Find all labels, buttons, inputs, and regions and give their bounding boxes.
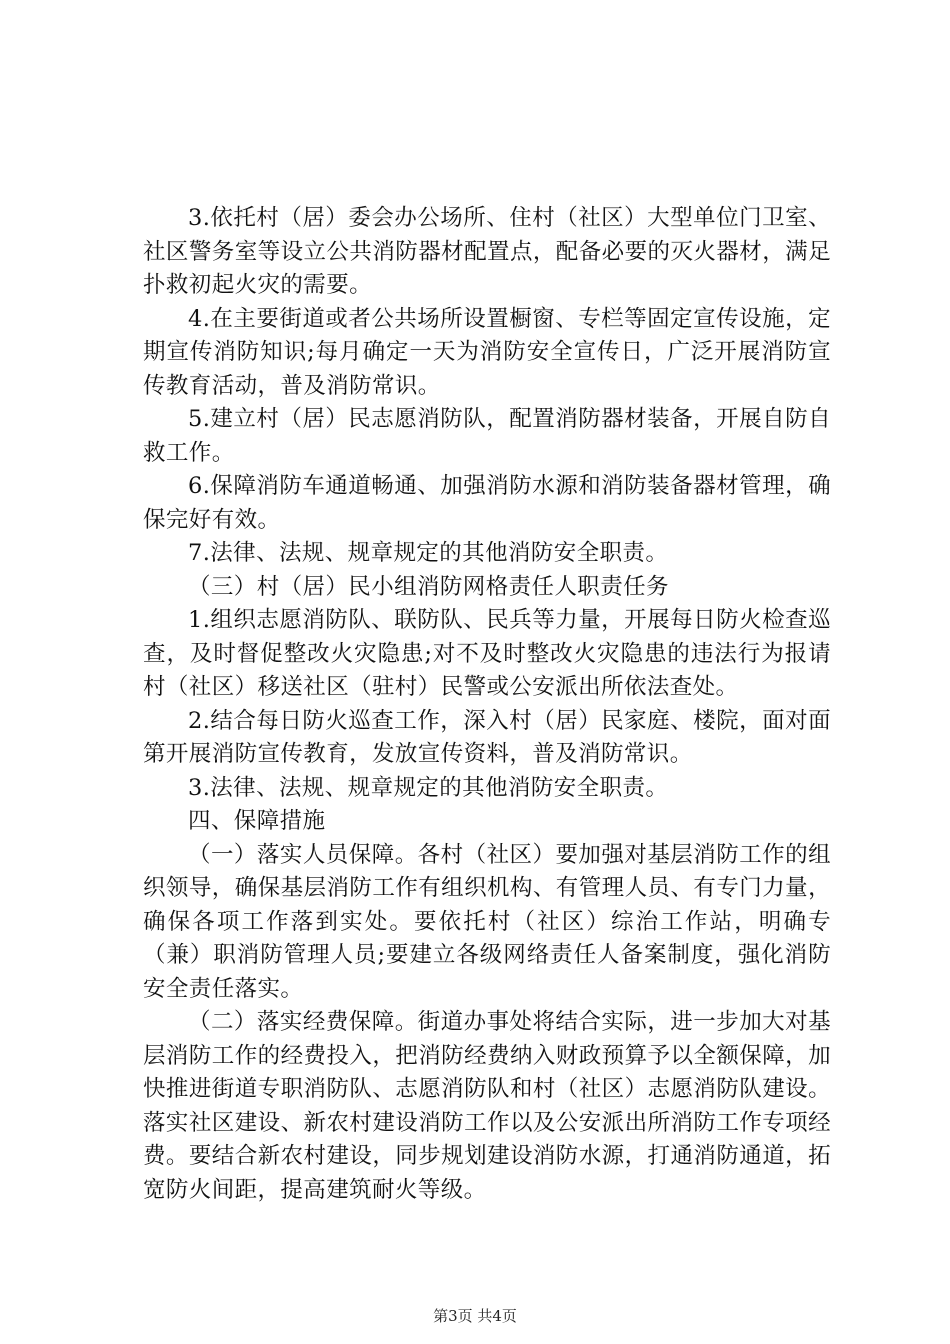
paragraph-duty-2: 2.结合每日防火巡查工作，深入村（居）民家庭、楼院，面对面第开展消防宣传教育，发放宣传资料，普及消防常识。: [143, 707, 831, 767]
paragraph-item-7: 7.法律、法规、规章规定的其他消防安全职责。: [188, 540, 669, 566]
paragraph-item-6: 6.保障消防车通道畅通、加强消防水源和消防装备器材管理，确保完好有效。: [143, 473, 831, 533]
section-heading-4: 四、保障措施: [188, 808, 326, 834]
paragraph-item-3: 3.依托村（居）委会办公场所、住村（社区）大型单位门卫室、社区警务室等设立公共消防器材配置点，配备必要的灭火器材，满足扑救初起火灾的需要。: [143, 205, 831, 298]
page-number: 第3页 共4页: [433, 1307, 517, 1325]
paragraph-item-4: 4.在主要街道或者公共场所设置橱窗、专栏等固定宣传设施，定期宣传消防知识;每月确定一天为消防安全宣传日，广泛开展消防宣传教育活动，普及消防常识。: [143, 305, 831, 399]
paragraph-duty-3: 3.法律、法规、规章规定的其他消防安全职责。: [188, 774, 669, 801]
paragraph-personnel-guarantee: （一）落实人员保障。各村（社区）要加强对基层消防工作的组织领导，确保基层消防工作有组织机构、有管理人员、有专门力量，确保各项工作落到实处。要依托村（社区）综治工作站，明确专（兼）职消防管理人员;要建立各级网络责任人备案制度，强化消防安全责任落实。: [143, 841, 831, 1002]
section-heading-3: （三）村（居）民小组消防网格责任人职责任务: [188, 573, 669, 600]
document-body: [143, 202, 831, 1207]
paragraph-funding-guarantee: （二）落实经费保障。街道办事处将结合实际，进一步加大对基层消防工作的经费投入，把消防经费纳入财政预算予以全额保障，加快推进街道专职消防队、志愿消防队和村（社区）志愿消防队建设。落实社区建设、新农村建设消防工作以及公安派出所消防工作专项经费。要结合新农村建设，同步规划建设消防水源，打通消防通道，拓宽防火间距，提高建筑耐火等级。: [143, 1009, 831, 1203]
paragraph-duty-1: 1.组织志愿消防队、联防队、民兵等力量，开展每日防火检查巡查，及时督促整改火灾隐患;对不及时整改火灾隐患的违法行为报请村（社区）移送社区（驻村）民警或公安派出所依法查处。: [143, 607, 831, 700]
paragraph-item-5: 5.建立村（居）民志愿消防队，配置消防器材装备，开展自防自救工作。: [143, 406, 831, 466]
